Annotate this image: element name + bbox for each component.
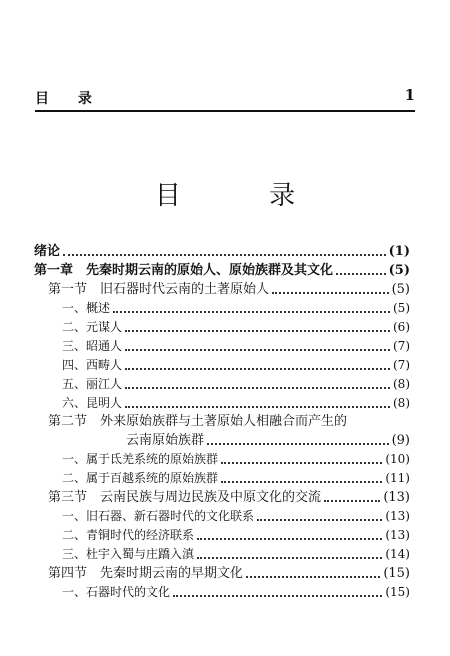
- dot-leader: [272, 292, 389, 294]
- toc-entry-subsection[interactable]: [34, 375, 410, 394]
- toc-entry-label: 第一章 先秦时期云南的原始人、原始族群及其文化: [34, 263, 334, 278]
- toc-entry-page: (15): [383, 566, 410, 581]
- toc-entry-page: (5): [393, 301, 410, 315]
- toc-entry-label: 二、元谋人: [62, 320, 123, 334]
- toc-entry-subsection[interactable]: [34, 450, 410, 469]
- toc-entry-page: (1): [388, 244, 410, 259]
- toc-entry-label: 云南原始族群: [126, 433, 205, 448]
- dot-leader: [125, 406, 390, 408]
- dot-leader: [221, 481, 382, 483]
- toc-entry-subsection[interactable]: [34, 337, 410, 356]
- dot-leader: [246, 576, 380, 578]
- toc-entry-page: (13): [383, 490, 410, 505]
- toc-entry-label: 第四节 先秦时期云南的早期文化: [48, 566, 244, 581]
- running-title: 目 录: [35, 91, 104, 107]
- toc-entry-section-3[interactable]: [34, 488, 410, 507]
- dot-leader: [125, 387, 390, 389]
- toc-entry-label: 第二节 外来原始族群与土著原始人相融合而产生的: [48, 414, 348, 429]
- toc-entry-label: 二、属于百越系统的原始族群: [62, 471, 219, 485]
- toc-entry-page: (10): [385, 452, 410, 466]
- dot-leader: [125, 368, 390, 370]
- toc-entry-label: 三、杜宇入蜀与庄蹻入滇: [62, 547, 195, 561]
- toc-entry-subsection[interactable]: [34, 318, 410, 337]
- toc-entry-subsection[interactable]: [34, 469, 410, 488]
- toc-entry-subsection[interactable]: [34, 583, 410, 602]
- toc-entry-chapter-1[interactable]: [34, 261, 410, 280]
- page-number: 1: [404, 86, 415, 104]
- toc-entry-subsection[interactable]: [34, 507, 410, 526]
- dot-leader: [113, 311, 390, 313]
- toc-entry-page: (5): [388, 263, 410, 278]
- toc-entry-section-1[interactable]: [34, 280, 410, 299]
- dot-leader: [324, 500, 380, 502]
- dot-leader: [221, 462, 382, 464]
- toc-entry-label: 四、西畴人: [62, 358, 123, 372]
- toc-entry-subsection[interactable]: [34, 299, 410, 318]
- toc-entry-page: (15): [385, 585, 410, 599]
- toc-entry-label: 一、旧石器、新石器时代的文化联系: [62, 509, 255, 523]
- toc-entry-page: (8): [393, 396, 410, 410]
- dot-leader: [207, 443, 389, 445]
- toc-entry-page: (5): [391, 282, 410, 297]
- page-title: 目 录: [154, 181, 336, 211]
- toc-entry-intro[interactable]: [34, 242, 410, 261]
- toc-entry-label: 一、石器时代的文化: [62, 585, 171, 599]
- dot-leader: [197, 557, 382, 559]
- toc-entry-label: 绪论: [34, 244, 61, 259]
- dot-leader: [197, 538, 382, 540]
- toc-entry-page: (6): [393, 320, 410, 334]
- table-of-contents: [34, 242, 410, 602]
- toc-entry-page: (13): [385, 509, 410, 523]
- toc-entry-section-2-continued[interactable]: [34, 431, 410, 450]
- toc-entry-page: (7): [393, 358, 410, 372]
- toc-entry-label: 二、青铜时代的经济联系: [62, 528, 195, 542]
- toc-entry-label: 第三节 云南民族与周边民族及中原文化的交流: [48, 490, 322, 505]
- dot-leader: [125, 330, 390, 332]
- toc-entry-label: 六、昆明人: [62, 396, 123, 410]
- toc-entry-subsection[interactable]: [34, 394, 410, 413]
- dot-leader: [173, 595, 382, 597]
- toc-entry-page: (9): [391, 433, 410, 448]
- toc-entry-subsection[interactable]: [34, 356, 410, 375]
- toc-entry-page: (13): [385, 528, 410, 542]
- dot-leader: [257, 519, 382, 521]
- toc-entry-label: 一、概述: [62, 301, 111, 315]
- toc-entry-label: 五、丽江人: [62, 377, 123, 391]
- toc-entry-label: 第一节 旧石器时代云南的土著原始人: [48, 282, 270, 297]
- running-header: [35, 86, 415, 112]
- dot-leader: [125, 349, 390, 351]
- dot-leader: [336, 273, 386, 275]
- dot-leader: [63, 254, 386, 256]
- toc-entry-page: (8): [393, 377, 410, 391]
- toc-entry-label: 三、昭通人: [62, 339, 123, 353]
- toc-entry-subsection[interactable]: [34, 545, 410, 564]
- toc-entry-page: (11): [385, 471, 410, 485]
- toc-entry-label: 一、属于氐羌系统的原始族群: [62, 452, 219, 466]
- toc-entry-page: (7): [393, 339, 410, 353]
- toc-entry-section-2[interactable]: [34, 413, 410, 431]
- toc-entry-section-4[interactable]: [34, 564, 410, 583]
- toc-entry-page: (14): [385, 547, 410, 561]
- toc-entry-subsection[interactable]: [34, 526, 410, 545]
